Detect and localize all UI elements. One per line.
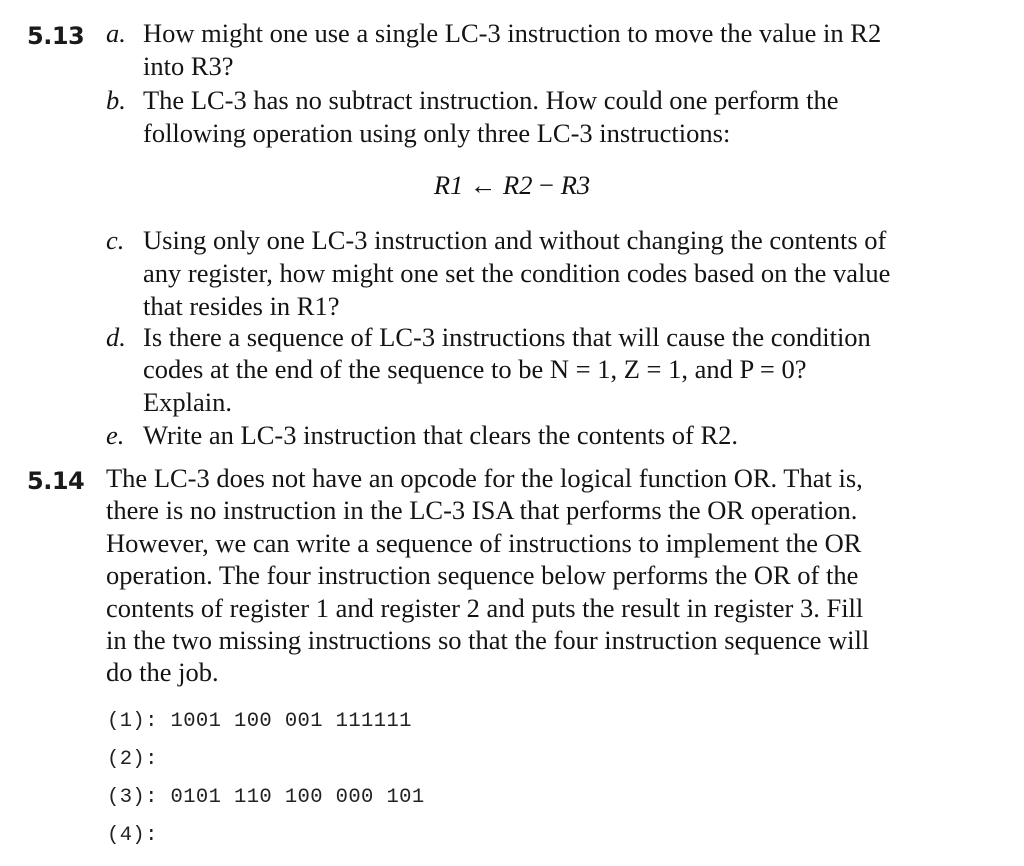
part-d-line-2: codes at the end of the sequence to be N = 1, Z = 1, and P = 0? [143, 354, 807, 384]
problem-5-14-line-4: operation. The four instruction sequence below performs the OR of the [106, 560, 859, 590]
equation-minus: − [539, 170, 555, 200]
part-c-line-1: Using only one LC-3 instruction and without changing the contents of [143, 225, 887, 255]
code-line-2: (2): [107, 748, 158, 771]
part-d-line-3: Explain. [143, 387, 233, 417]
part-b-line-2: following operation using only three LC-3 instructions: [143, 118, 731, 148]
problem-5-14-line-1: The LC-3 does not have an opcode for the logical function OR. That is, [106, 463, 863, 493]
part-c-line-3: that resides in R1? [143, 291, 340, 321]
code-line-1: (1): 1001 100 001 111111 [107, 710, 412, 733]
equation-lhs: R1 [433, 170, 464, 200]
part-a-label: a. [106, 18, 126, 48]
problem-5-14-line-5: contents of register 1 and register 2 and puts the result in register 3. Fill [106, 593, 864, 623]
part-a-line-1: How might one use a single LC-3 instruction to move the value in R2 [143, 18, 882, 48]
problem-number-5-14: 5.14 [27, 467, 85, 495]
problem-5-14-line-6: in the two missing instructions so that the four instruction sequence will [106, 625, 870, 655]
problem-5-14-line-3: However, we can write a sequence of instructions to implement the OR [106, 528, 862, 558]
problem-number-5-13: 5.13 [27, 22, 85, 50]
equation-arrow: ← [469, 170, 497, 200]
problem-5-14-line-2: there is no instruction in the LC-3 ISA that performs the OR operation. [106, 495, 858, 525]
part-a-line-2: into R3? [143, 51, 234, 81]
part-c-label: c. [106, 225, 125, 255]
part-e-line-1: Write an LC-3 instruction that clears the contents of R2. [143, 420, 739, 450]
subtraction-equation [0, 169, 1024, 201]
part-d-line-1: Is there a sequence of LC-3 instructions that will cause the condition [143, 322, 871, 352]
part-b-label: b. [106, 85, 126, 115]
problem-5-14-line-7: do the job. [106, 657, 219, 687]
equation-operand-2: R3 [560, 170, 591, 200]
part-e-label: e. [106, 420, 125, 450]
part-d-label: d. [106, 322, 126, 352]
equation-operand-1: R2 [503, 170, 533, 200]
part-b-line-1: The LC-3 has no subtract instruction. How could one perform the [143, 85, 839, 115]
code-line-3: (3): 0101 110 100 000 101 [107, 786, 425, 809]
code-line-4: (4): [107, 824, 158, 847]
part-c-line-2: any register, how might one set the condition codes based on the value [143, 258, 891, 288]
